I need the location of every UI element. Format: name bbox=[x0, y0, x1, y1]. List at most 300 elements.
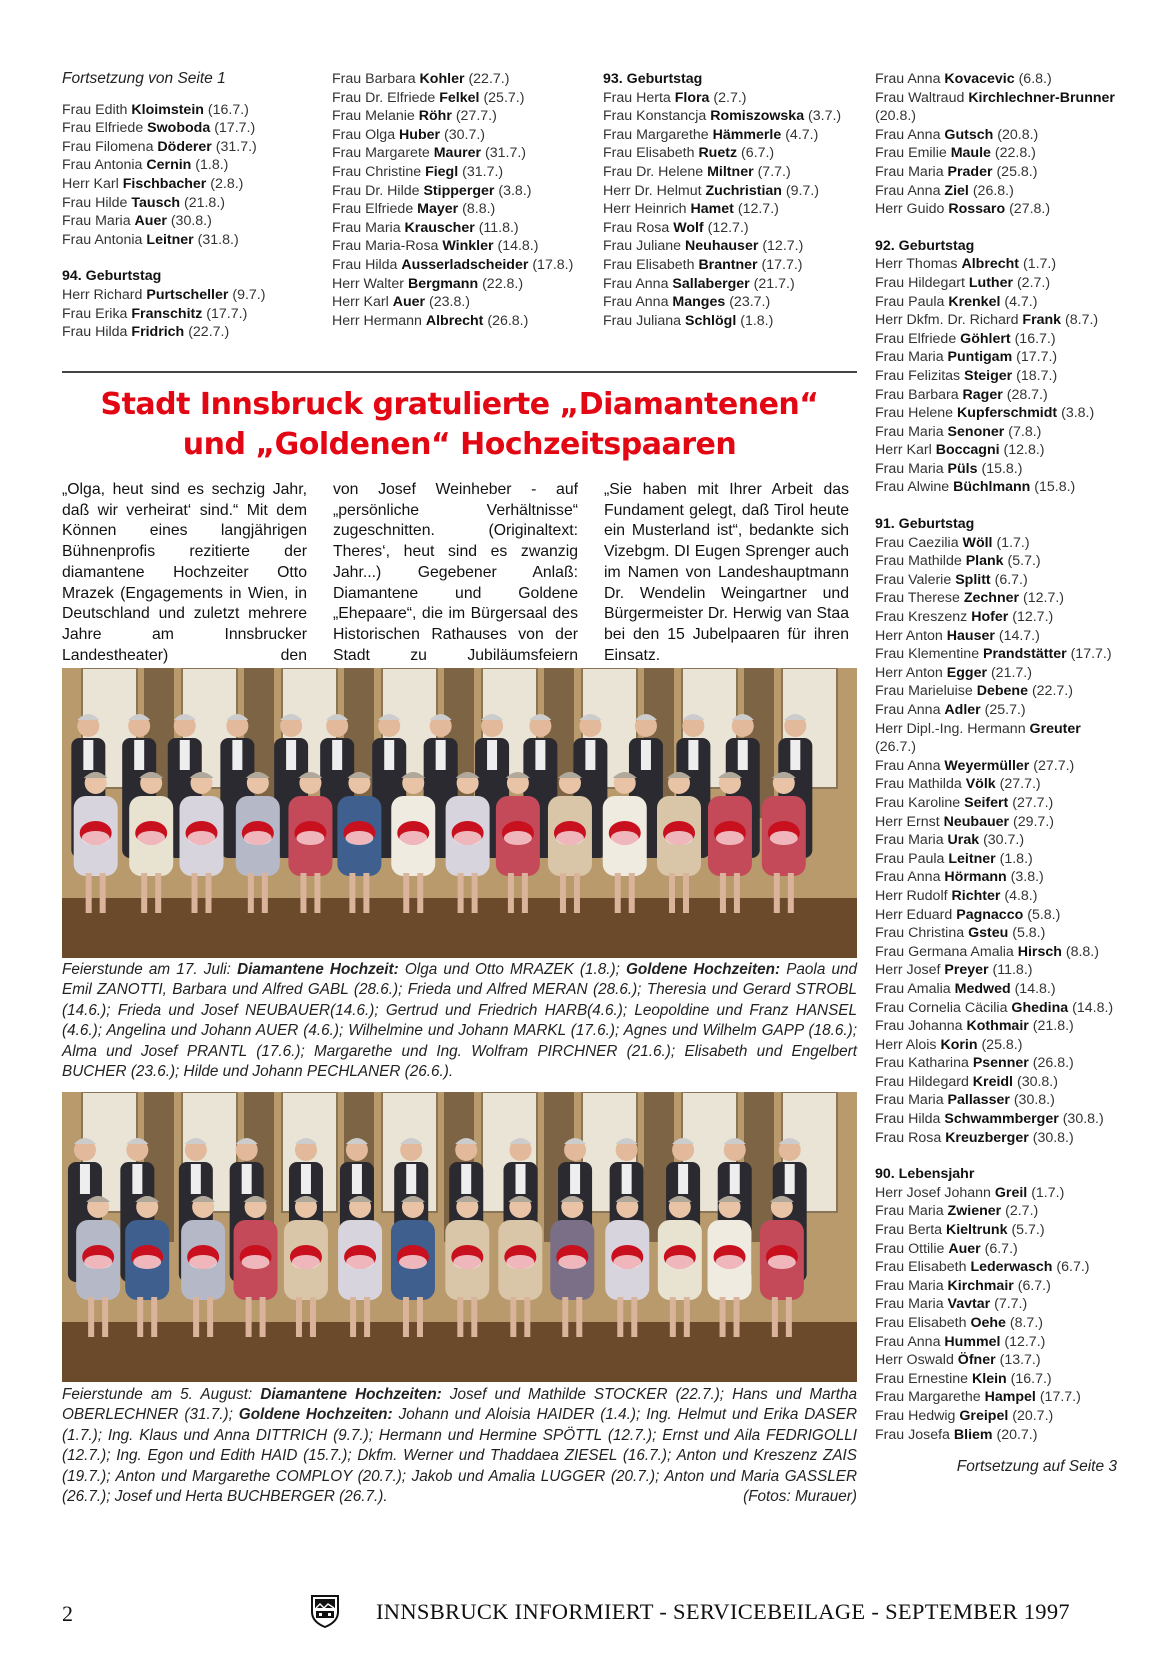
entry-date: (12.7.) bbox=[707, 219, 749, 236]
entry-prefix: Frau Elfriede bbox=[62, 120, 144, 137]
entry-date: (4.7.) bbox=[785, 126, 819, 143]
entry-prefix: Frau Maria bbox=[875, 460, 944, 477]
entry-prefix: Frau Margarethe bbox=[603, 126, 709, 143]
leg bbox=[458, 873, 464, 913]
entry-prefix: Herr Walter bbox=[332, 275, 404, 292]
entry-date: (17.7.) bbox=[214, 120, 256, 137]
entry-surname: Egger bbox=[946, 664, 987, 681]
entry-prefix: Frau Dr. Elfriede bbox=[332, 89, 436, 106]
list-item bbox=[875, 627, 1117, 646]
entry-surname: Splitt bbox=[955, 571, 991, 588]
entry-prefix: Frau Margarethe bbox=[875, 1389, 981, 1406]
continued-on-note: Fortsetzung auf Seite 3 bbox=[956, 1458, 1117, 1476]
entry-surname: Lederwasch bbox=[970, 1259, 1053, 1276]
entry-date: (29.7.) bbox=[1012, 813, 1054, 830]
entry-prefix: Frau Anna bbox=[875, 757, 941, 774]
leg bbox=[155, 873, 161, 913]
caption-lead: Feierstunde am 17. Juli: bbox=[62, 961, 231, 978]
list-item bbox=[603, 89, 851, 108]
list-item bbox=[875, 794, 1117, 813]
entry-date: (6.7.) bbox=[984, 1240, 1018, 1257]
list-item bbox=[875, 386, 1117, 405]
list-item bbox=[875, 1370, 1117, 1389]
leg bbox=[296, 1297, 302, 1337]
entry-surname: Wöll bbox=[962, 534, 993, 551]
list-item bbox=[875, 367, 1117, 386]
entry-surname: Leitner bbox=[146, 231, 194, 248]
list-item bbox=[875, 1333, 1117, 1352]
entry-date: (31.7.) bbox=[215, 138, 257, 155]
group-photo-2-image bbox=[62, 1092, 857, 1382]
entry-date: (27.8.) bbox=[1009, 201, 1051, 218]
leg bbox=[206, 873, 212, 913]
entry-prefix: Frau Christina bbox=[875, 925, 965, 942]
entry-surname: Völk bbox=[965, 776, 996, 793]
entry-surname: Stipperger bbox=[423, 182, 495, 199]
section-title-92: 92. Geburtstag bbox=[875, 237, 975, 254]
list-group bbox=[603, 89, 851, 331]
entry-surname: Swoboda bbox=[147, 120, 211, 137]
section-title-90: 90. Lebensjahr bbox=[875, 1166, 975, 1183]
innsbruck-crest-icon bbox=[310, 1594, 340, 1628]
entry-date: (31.7.) bbox=[485, 145, 527, 162]
bouquet-paper bbox=[613, 1255, 641, 1269]
entry-date: (8.8.) bbox=[1065, 943, 1099, 960]
entry-date: (17.7.) bbox=[206, 305, 248, 322]
entry-surname: Manges bbox=[672, 294, 726, 311]
entry-prefix: Frau Therese bbox=[875, 590, 960, 607]
entry-date: (7.7.) bbox=[994, 1296, 1028, 1313]
leg bbox=[102, 1297, 108, 1337]
entry-surname: Felkel bbox=[439, 89, 480, 106]
entry-date: (20.8.) bbox=[875, 108, 917, 125]
list-item bbox=[875, 664, 1117, 683]
leg bbox=[670, 1297, 676, 1337]
bouquet-paper bbox=[346, 1255, 374, 1269]
list-item bbox=[62, 119, 297, 138]
entry-surname: Fischbacher bbox=[122, 175, 207, 192]
list-item bbox=[332, 312, 577, 331]
list-item bbox=[875, 906, 1117, 925]
leg bbox=[684, 1297, 690, 1337]
bouquet-paper bbox=[137, 831, 165, 845]
leg bbox=[350, 1297, 356, 1337]
leg bbox=[137, 1297, 143, 1337]
entry-surname: Bergmann bbox=[407, 275, 479, 292]
entry-date: (22.8.) bbox=[482, 275, 524, 292]
shirt bbox=[730, 1164, 740, 1194]
leg bbox=[364, 1297, 370, 1337]
article-column-1: „Olga, heut sind es sechzig Jahr, daß wir verheirat‘ sind.“ Mit dem Können eines langjährigen Bühnenprofis rezitierte der diamantene Hochzeiter Otto Mrazek (Engagements in Wien, in Deutschland und zuletzt mehrere Jahre am Innsbrucker Landestheater) den bbox=[62, 481, 307, 664]
entry-date: (30.7.) bbox=[983, 832, 1025, 849]
entry-prefix: Frau Kreszenz bbox=[875, 609, 968, 626]
entry-prefix: Frau Hedwig bbox=[875, 1407, 956, 1424]
entry-surname: Medwed bbox=[954, 980, 1011, 997]
entry-surname: Hamet bbox=[690, 201, 734, 218]
bouquet-paper bbox=[454, 831, 482, 845]
shirt bbox=[516, 1164, 526, 1194]
entry-date: (20.7.) bbox=[1012, 1407, 1054, 1424]
entry-prefix: Frau Barbara bbox=[332, 71, 416, 87]
entry-prefix: Frau Paula bbox=[875, 850, 945, 867]
shirt bbox=[436, 740, 446, 770]
entry-surname: Neuhauser bbox=[685, 238, 759, 255]
entry-date: (21.8.) bbox=[1032, 1018, 1074, 1035]
shirt bbox=[286, 740, 296, 770]
list-item bbox=[875, 144, 1117, 163]
entry-prefix: Frau Juliana bbox=[603, 312, 682, 329]
entry-date: (27.7.) bbox=[1012, 794, 1054, 811]
section-title-93: 93. Geburtstag bbox=[603, 71, 703, 87]
entry-surname: Prandstätter bbox=[983, 646, 1067, 663]
entry-date: (23.7.) bbox=[729, 294, 771, 311]
entry-surname: Korin bbox=[940, 1036, 978, 1053]
entry-surname: Seifert bbox=[964, 794, 1009, 811]
entry-prefix: Herr Alois bbox=[875, 1036, 937, 1053]
list-item bbox=[875, 1129, 1117, 1148]
birthday-column-4 bbox=[875, 70, 1117, 1477]
list-item bbox=[875, 701, 1117, 720]
entry-surname: Klein bbox=[972, 1370, 1007, 1387]
leg bbox=[562, 1297, 568, 1337]
entry-surname: Kloimstein bbox=[131, 101, 204, 118]
list-item bbox=[875, 255, 1117, 274]
entry-surname: Gutsch bbox=[944, 126, 994, 143]
leg bbox=[631, 1297, 637, 1337]
entry-prefix: Frau Germana Amalia bbox=[875, 943, 1014, 960]
entry-prefix: Frau Karoline bbox=[875, 794, 961, 811]
entry-surname: Frank bbox=[1022, 312, 1062, 329]
continued-from-note: Fortsetzung von Seite 1 bbox=[62, 70, 226, 87]
entry-date: (30.8.) bbox=[1032, 1129, 1074, 1146]
entry-surname: Brantner bbox=[698, 256, 758, 273]
entry-surname: Puntigam bbox=[947, 349, 1013, 366]
entry-prefix: Frau Katharina bbox=[875, 1055, 969, 1072]
leg bbox=[788, 873, 794, 913]
leg bbox=[417, 1297, 423, 1337]
leg bbox=[669, 873, 675, 913]
leg bbox=[629, 873, 635, 913]
list-item bbox=[875, 1110, 1117, 1129]
entry-date: (5.7.) bbox=[1007, 553, 1041, 570]
entry-surname: Luther bbox=[968, 274, 1013, 291]
shirt bbox=[738, 740, 748, 770]
entry-surname: Kovacevic bbox=[944, 71, 1015, 87]
entry-date: (4.8.) bbox=[1004, 887, 1038, 904]
entry-date: (12.7.) bbox=[1023, 590, 1065, 607]
leg bbox=[141, 873, 147, 913]
bouquet-paper bbox=[558, 1255, 586, 1269]
entry-date: (2.7.) bbox=[1005, 1203, 1039, 1220]
entry-prefix: Frau Edith bbox=[62, 101, 128, 118]
list-group bbox=[62, 286, 297, 342]
leg bbox=[248, 873, 254, 913]
leg bbox=[310, 1297, 316, 1337]
entry-surname: Urak bbox=[947, 832, 980, 849]
shirt bbox=[232, 740, 242, 770]
leg bbox=[734, 1297, 740, 1337]
entry-date: (27.7.) bbox=[999, 776, 1041, 793]
list-item bbox=[875, 682, 1117, 701]
list-item bbox=[875, 1388, 1117, 1407]
leg bbox=[774, 873, 780, 913]
list-item bbox=[62, 323, 297, 342]
entry-surname: Boccagni bbox=[935, 442, 1000, 459]
entry-date: (22.7.) bbox=[468, 71, 510, 87]
bouquet-paper bbox=[716, 831, 744, 845]
entry-date: (2.8.) bbox=[210, 175, 244, 192]
publication-title: INNSBRUCK INFORMIERT - SERVICEBEILAGE - SEPTEMBER 1997 bbox=[376, 1599, 1070, 1624]
shirt bbox=[678, 1164, 688, 1194]
entry-prefix: Frau Mathilda bbox=[875, 776, 962, 793]
headline-line-1: Stadt Innsbruck gratulierte „Diamantenen“ bbox=[100, 387, 819, 422]
entry-prefix: Frau Konstancja bbox=[603, 108, 707, 125]
entry-prefix: Frau Rosa bbox=[603, 219, 670, 236]
list-item bbox=[603, 293, 851, 312]
entry-prefix: Frau Erika bbox=[62, 305, 128, 322]
entry-surname: Hirsch bbox=[1017, 943, 1062, 960]
entry-surname: Kreuzberger bbox=[945, 1129, 1029, 1146]
leg bbox=[363, 873, 369, 913]
entry-surname: Purtscheller bbox=[146, 286, 229, 303]
entry-prefix: Herr Karl bbox=[62, 175, 119, 192]
entry-surname: Kothmair bbox=[966, 1018, 1029, 1035]
entry-date: (1.8.) bbox=[740, 312, 774, 329]
bouquet-paper bbox=[84, 1255, 112, 1269]
entry-surname: Auer bbox=[948, 1240, 981, 1257]
list-item bbox=[62, 212, 297, 231]
list-item bbox=[332, 144, 577, 163]
bouquet-paper bbox=[666, 1255, 694, 1269]
shirt bbox=[622, 1164, 632, 1194]
entry-date: (1.7.) bbox=[1031, 1184, 1065, 1201]
list-item bbox=[875, 868, 1117, 887]
entry-prefix: Frau Ernestine bbox=[875, 1370, 969, 1387]
list-item bbox=[875, 163, 1117, 182]
entry-date: (15.8.) bbox=[981, 460, 1023, 477]
entry-date: (22.8.) bbox=[994, 145, 1036, 162]
shirt bbox=[688, 740, 698, 770]
leg bbox=[772, 1297, 778, 1337]
list-item bbox=[603, 200, 851, 219]
shirt bbox=[332, 740, 342, 770]
shirt bbox=[487, 740, 497, 770]
list-item bbox=[332, 89, 577, 108]
entry-prefix: Frau Elfriede bbox=[875, 330, 957, 347]
entry-surname: Wolf bbox=[673, 219, 704, 236]
entry-prefix: Frau Maria bbox=[875, 349, 944, 366]
shirt bbox=[80, 1164, 90, 1194]
entry-date: (2.7.) bbox=[713, 89, 747, 106]
entry-surname: Öfner bbox=[957, 1352, 996, 1369]
entry-date: (31.7.) bbox=[462, 163, 504, 180]
entry-date: (12.7.) bbox=[762, 238, 804, 255]
entry-surname: Göhlert bbox=[960, 330, 1011, 347]
entry-date: (25.8.) bbox=[981, 1036, 1023, 1053]
list-item bbox=[875, 330, 1117, 349]
entry-surname: Krauscher bbox=[404, 219, 475, 236]
entry-surname: Hummel bbox=[944, 1333, 1001, 1350]
entry-surname: Franschitz bbox=[131, 305, 203, 322]
section-title-91: 91. Geburtstag bbox=[875, 516, 975, 533]
entry-surname: Albrecht bbox=[425, 312, 484, 329]
group-photo-1 bbox=[62, 668, 857, 958]
entry-date: (9.7.) bbox=[232, 286, 266, 303]
article-headline bbox=[62, 385, 857, 465]
entry-prefix: Frau Cornelia Cäcilia bbox=[875, 999, 1008, 1016]
entry-surname: Zuchristian bbox=[705, 182, 782, 199]
entry-surname: Gsteu bbox=[968, 925, 1009, 942]
list-item bbox=[875, 943, 1117, 962]
entry-surname: Schwammberger bbox=[944, 1111, 1059, 1128]
list-item bbox=[332, 200, 577, 219]
shirt bbox=[180, 740, 190, 770]
list-item bbox=[875, 534, 1117, 553]
entry-prefix: Frau Christine bbox=[332, 163, 422, 180]
photo-credit: (Fotos: Murauer) bbox=[743, 1488, 857, 1506]
shirt bbox=[585, 740, 595, 770]
entry-surname: Fridrich bbox=[131, 324, 185, 341]
entry-date: (23.8.) bbox=[429, 294, 471, 311]
entry-date: (3.7.) bbox=[808, 108, 842, 125]
list-item bbox=[875, 460, 1117, 479]
caption-text: Paola und Emil ZANOTTI, Barbara und Alfred GABL (28.6.); Frieda und Alfred MERAN (28.6.); Theresia und Gerard STROBL (14.6.); Frieda und Josef NEUBAUER(14.6.); Gertrud und Friedrich HARB(4.6.); Leopoldine und Franz HANSEL (4.6.); Angelina und Johann AUER (4.6.); Wilhelmine und Johann MARKL (17.6.); Agnes und Wilhelm GAPP (18.6.); Alma und Josef PRANTL (17.6.); Margarethe und Ing. Wolfram PIRCHNER (21.6.); Elisabeth und Engelbert BUCHER (23.6.); Hilde und Johann PECHLANER (26.6.). bbox=[62, 961, 857, 1081]
entry-date: (31.8.) bbox=[197, 231, 239, 248]
list-item bbox=[875, 775, 1117, 794]
leg bbox=[734, 873, 740, 913]
entry-date: (15.8.) bbox=[1034, 479, 1076, 496]
entry-date: (16.7.) bbox=[1014, 330, 1056, 347]
bouquet-paper bbox=[768, 1255, 796, 1269]
entry-date: (13.7.) bbox=[999, 1352, 1041, 1369]
entry-date: (5.7.) bbox=[1011, 1222, 1045, 1239]
entry-surname: Sallaberger bbox=[672, 275, 750, 292]
entry-date: (1.8.) bbox=[999, 850, 1033, 867]
leg bbox=[617, 1297, 623, 1337]
shirt bbox=[83, 740, 93, 770]
entry-prefix: Frau Maria bbox=[62, 213, 131, 230]
list-item bbox=[875, 311, 1117, 330]
caption-heading: Diamantene Hochzeit: bbox=[237, 961, 399, 978]
entry-surname: Greil bbox=[994, 1184, 1028, 1201]
entry-date: (25.7.) bbox=[984, 702, 1026, 718]
list-item bbox=[332, 256, 577, 275]
bouquet-paper bbox=[242, 1255, 270, 1269]
shirt bbox=[570, 1164, 580, 1194]
entry-date: (17.8.) bbox=[532, 256, 574, 273]
shirt bbox=[641, 740, 651, 770]
entry-prefix: Frau Alwine bbox=[875, 479, 950, 496]
entry-date: (20.8.) bbox=[997, 126, 1039, 143]
entry-prefix: Frau Hilda bbox=[875, 1111, 941, 1128]
entry-prefix: Herr Karl bbox=[332, 294, 389, 311]
list-item bbox=[603, 219, 851, 238]
leg bbox=[720, 873, 726, 913]
entry-prefix: Frau Amalia bbox=[875, 980, 951, 997]
list-item bbox=[875, 552, 1117, 571]
list-item bbox=[875, 1258, 1117, 1277]
entry-surname: Vavtar bbox=[947, 1296, 991, 1313]
entry-surname: Fiegl bbox=[425, 163, 459, 180]
leg bbox=[207, 1297, 213, 1337]
entry-surname: Pagnacco bbox=[956, 906, 1024, 923]
entry-prefix: Frau Berta bbox=[875, 1222, 943, 1239]
entry-date: (9.7.) bbox=[785, 182, 820, 199]
entry-prefix: Herr Heinrich bbox=[603, 201, 687, 218]
list-item bbox=[603, 275, 851, 294]
list-item bbox=[875, 1091, 1117, 1110]
shirt bbox=[132, 1164, 142, 1194]
leg bbox=[574, 873, 580, 913]
list-item bbox=[875, 1054, 1117, 1073]
entry-prefix: Frau Waltraud bbox=[875, 89, 965, 106]
entry-date: (14.8.) bbox=[497, 238, 539, 255]
caption-lead: Feierstunde am 5. August: bbox=[62, 1386, 253, 1403]
entry-date: (1.8.) bbox=[195, 157, 229, 174]
entry-date: (6.7.) bbox=[1056, 1259, 1090, 1276]
list-item bbox=[875, 293, 1117, 312]
entry-prefix: Frau Dr. Helene bbox=[603, 163, 704, 180]
entry-surname: Ausserladscheider bbox=[401, 256, 529, 273]
bouquet-paper bbox=[82, 831, 110, 845]
entry-prefix: Frau Maria bbox=[875, 1203, 944, 1220]
list-item bbox=[875, 200, 1117, 219]
leg bbox=[192, 873, 198, 913]
entry-prefix: Frau Filomena bbox=[62, 138, 154, 155]
entry-date: (12.7.) bbox=[1004, 1333, 1046, 1350]
list-item bbox=[62, 231, 297, 250]
entry-date: (30.8.) bbox=[1013, 1092, 1055, 1109]
entry-prefix: Frau Anna bbox=[875, 869, 941, 886]
entry-surname: Auer bbox=[134, 213, 167, 230]
entry-date: (11.8.) bbox=[478, 219, 519, 236]
leg bbox=[683, 873, 689, 913]
bouquet-paper bbox=[504, 831, 532, 845]
entry-date: (8.7.) bbox=[1009, 1315, 1043, 1331]
leg bbox=[524, 1297, 530, 1337]
entry-surname: Hampel bbox=[984, 1389, 1036, 1406]
entry-prefix: Herr Josef Johann bbox=[875, 1184, 991, 1201]
entry-date: (17.7.) bbox=[1070, 646, 1112, 663]
list-item bbox=[875, 999, 1117, 1018]
entry-prefix: Herr Ernst bbox=[875, 813, 940, 830]
article-column-2: von Josef Weinheber - auf „persönliche Verhältnisse“ zugeschnitten. (Originaltext: Theres‘, heut sind es zwanzig Jahr...) Gegebener Anlaß: Diamantene und Goldene „Ehepaare“, die im Bürgersaal des Historischen Rathauses von der Stadt zu Jubiläumsfeiern bbox=[333, 481, 578, 664]
entry-prefix: Frau Olga bbox=[332, 126, 396, 143]
shirt bbox=[785, 1164, 795, 1194]
list-item bbox=[875, 70, 1117, 89]
list-item bbox=[875, 608, 1117, 627]
entry-prefix: Frau Rosa bbox=[875, 1129, 942, 1146]
shirt bbox=[352, 1164, 362, 1194]
headline-line-2: und „Goldenen“ Hochzeitspaaren bbox=[182, 427, 737, 462]
entry-surname: Psenner bbox=[972, 1055, 1029, 1072]
entry-date: (6.8.) bbox=[1018, 71, 1052, 87]
leg bbox=[260, 1297, 266, 1337]
entry-prefix: Frau Ottilie bbox=[875, 1240, 945, 1257]
entry-surname: Bliem bbox=[953, 1426, 993, 1443]
shirt bbox=[242, 1164, 252, 1194]
entry-prefix: Herr Anton bbox=[875, 627, 943, 644]
list-item bbox=[875, 89, 1117, 126]
entry-date: (2.7.) bbox=[1016, 274, 1051, 291]
entry-surname: Richter bbox=[951, 887, 1001, 904]
shirt bbox=[406, 1164, 416, 1194]
entry-date: (22.7.) bbox=[188, 324, 230, 341]
entry-prefix: Herr Hermann bbox=[332, 312, 422, 329]
entry-prefix: Frau Anna bbox=[875, 71, 941, 87]
bouquet-paper bbox=[133, 1255, 161, 1269]
entry-prefix: Frau Juliane bbox=[603, 238, 682, 255]
